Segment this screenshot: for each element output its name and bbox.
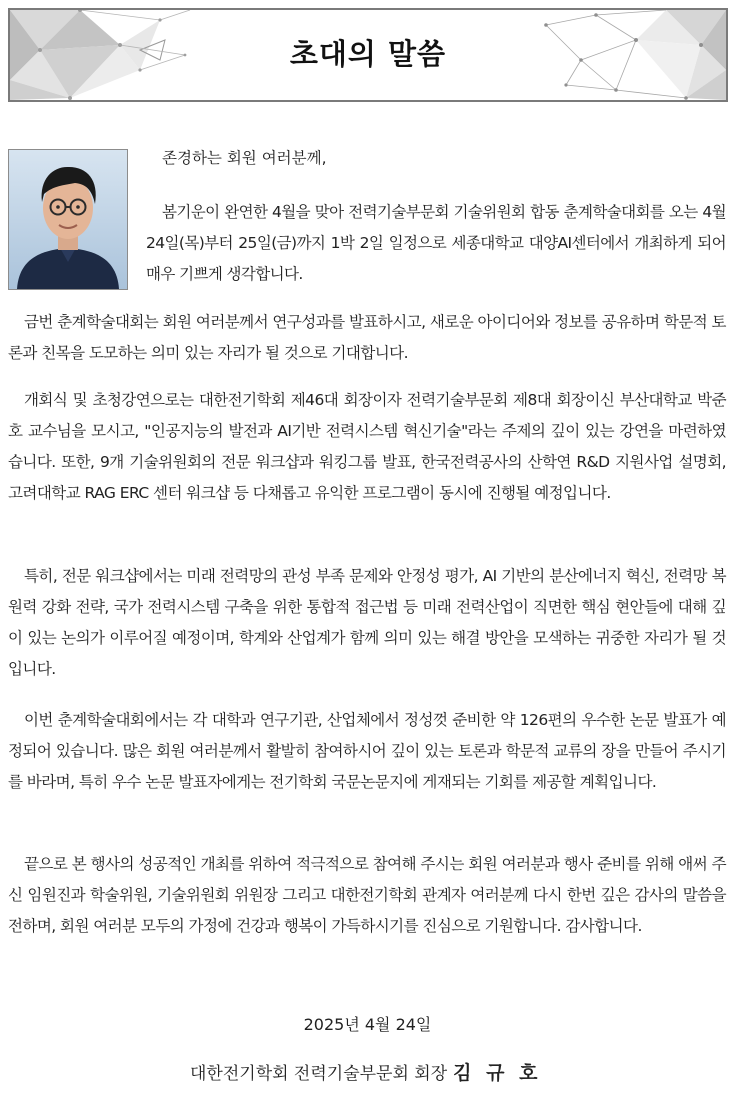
letter-paragraph: 봄기운이 완연한 4월을 맞아 전력기술부문회 기술위원회 합동 춘계학술대회를 오는 4월 24일(목)부터 25일(금)까지 1박 2일 일정으로 세종대학교 대양AI센터에서 개최하게 되어 매우 기쁘게 생각합니다.	[146, 203, 726, 283]
letter-paragraph: 개회식 및 초청강연으로는 대한전기학회 제46대 회장이자 전력기술부문회 제8대 회장이신 부산대학교 박준호 교수님을 모시고, "인공지능의 발전과 AI기반 전력시스템 혁신기술"라는 주제의 깊이 있는 강연을 마련하였습니다. 또한, 9개 기술위원회의 전문 워크샵과 워킹그룹 발표, 한국전력공사의 산학연 R&D 지원사업 설명회, 고려대학교 RAG ERC 센터 워크샵 등 다채롭고 유익한 프로그램이 동시에 진행될 예정입니다.	[8, 391, 726, 502]
signature-name: 김 규 호	[453, 1062, 542, 1084]
letter-paragraph: 이번 춘계학술대회에서는 각 대학과 연구기관, 산업체에서 정성껏 준비한 약 126편의 우수한 논문 발표가 예정되어 있습니다. 많은 회원 여러분께서 활발히 참여하시어 깊이 있는 토론과 학문적 교류의 장을 만들어 주시기를 바라며, 특히 우수 논문 발표자에게는 전기학회 국문논문지에 게재되는 기회를 제공할 계획입니다.	[8, 711, 726, 791]
letter-greeting: 존경하는 회원 여러분께,	[162, 149, 327, 167]
letter-paragraph: 금번 춘계학술대회는 회원 여러분께서 연구성과를 발표하시고, 새로운 아이디어와 정보를 공유하며 학문적 토론과 친목을 도모하는 의미 있는 자리가 될 것으로 기대합니다.	[8, 313, 726, 362]
letter-paragraph: 특히, 전문 워크샵에서는 미래 전력망의 관성 부족 문제와 안정성 평가, AI 기반의 분산에너지 혁신, 전력망 복원력 강화 전략, 국가 전력시스템 구축을 위한 통합적 접근법 등 미래 전력산업이 직면한 핵심 현안들에 대해 깊이 있는 논의가 이루어질 예정이며, 학계와 산업계가 함께 의미 있는 해결 방안을 모색하는 귀중한 자리가 될 것입니다.	[8, 567, 726, 678]
letter-paragraph: 끝으로 본 행사의 성공적인 개최를 위하여 적극적으로 참여해 주시는 회원 여러분과 행사 준비를 위해 애써 주신 임원진과 학술위원, 기술위원회 위원장 그리고 대한전기학회 관계자 여러분께 다시 한번 깊은 감사의 말씀을 전하며, 회원 여러분 모두의 가정에 건강과 행복이 가득하시기를 진심으로 기원합니다. 감사합니다.	[8, 855, 726, 935]
letter-date: 2025년 4월 24일	[303, 1015, 432, 1034]
signature-line	[190, 1058, 541, 1085]
signature-organization: 대한전기학회 전력기술부문회 회장	[190, 1064, 448, 1084]
title-banner	[8, 8, 728, 102]
portrait-photo	[8, 149, 128, 290]
page-title: 초대의 말씀	[289, 37, 447, 71]
